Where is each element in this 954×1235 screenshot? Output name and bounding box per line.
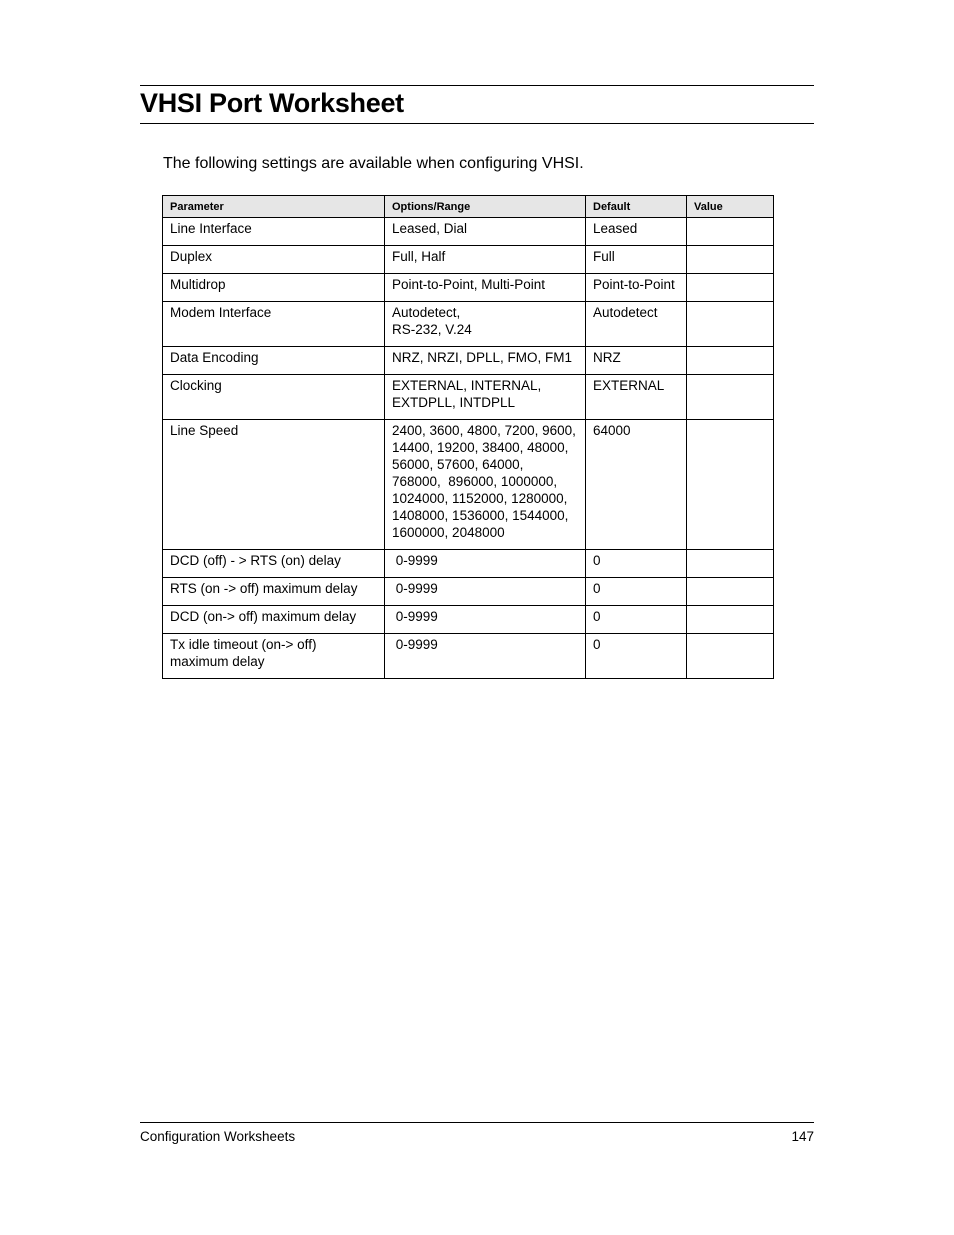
cell-options-line: 2400, 3600, 4800, 7200, 9600, [392, 423, 576, 438]
cell-parameter-line: Clocking [170, 378, 222, 393]
table-body [163, 218, 774, 679]
cell-parameter-line: DCD (off) - > RTS (on) delay [170, 553, 341, 568]
header-options-range: Options/Range [385, 196, 586, 218]
cell-parameter-line: Modem Interface [170, 305, 272, 320]
table-row [163, 302, 774, 347]
cell-options [385, 274, 586, 302]
cell-parameter [163, 550, 385, 578]
cell-value [687, 218, 774, 246]
cell-options-line: Leased, Dial [392, 221, 468, 236]
header-parameter: Parameter [163, 196, 385, 218]
table-row [163, 274, 774, 302]
cell-options [385, 218, 586, 246]
cell-options-line: NRZ, NRZI, DPLL, FMO, FM1 [392, 350, 573, 365]
table-header-row [163, 196, 774, 218]
cell-options-line: EXTERNAL, INTERNAL, [392, 378, 542, 393]
cell-parameter-line: Line Interface [170, 221, 252, 236]
cell-options-line: 768000, 896000, 1000000, [392, 474, 558, 489]
cell-default: 0 [586, 606, 687, 634]
table-row [163, 578, 774, 606]
cell-default: NRZ [586, 347, 687, 375]
cell-parameter-line: Line Speed [170, 423, 239, 438]
cell-default: 0 [586, 550, 687, 578]
cell-options [385, 246, 586, 274]
table-row [163, 218, 774, 246]
cell-parameter-line: Multidrop [170, 277, 226, 292]
cell-options [385, 420, 586, 550]
cell-default: EXTERNAL [586, 375, 687, 420]
table-row [163, 347, 774, 375]
cell-value [687, 634, 774, 679]
cell-options [385, 302, 586, 347]
cell-parameter [163, 218, 385, 246]
table-row [163, 606, 774, 634]
cell-parameter-line: maximum delay [170, 654, 265, 669]
cell-default: Leased [586, 218, 687, 246]
table-row [163, 550, 774, 578]
table-row [163, 375, 774, 420]
cell-options-line: RS-232, V.24 [392, 322, 472, 337]
cell-default: Point-to-Point [586, 274, 687, 302]
cell-options [385, 347, 586, 375]
table-row [163, 420, 774, 550]
cell-default: 64000 [586, 420, 687, 550]
footer-section-title: Configuration Worksheets [140, 1129, 296, 1144]
cell-options-line: 1600000, 2048000 [392, 525, 505, 540]
footer-rule [140, 1122, 814, 1123]
cell-options-line: 0-9999 [392, 609, 438, 624]
cell-options-line: 1408000, 1536000, 1544000, [392, 508, 569, 523]
title-bottom-rule [140, 123, 814, 124]
cell-default: 0 [586, 578, 687, 606]
header-value: Value [687, 196, 774, 218]
cell-parameter [163, 246, 385, 274]
cell-default: Autodetect [586, 302, 687, 347]
cell-value [687, 578, 774, 606]
cell-options [385, 578, 586, 606]
cell-value [687, 347, 774, 375]
cell-value [687, 606, 774, 634]
cell-options [385, 606, 586, 634]
cell-value [687, 302, 774, 347]
table-row [163, 634, 774, 679]
cell-default: Full [586, 246, 687, 274]
cell-parameter [163, 302, 385, 347]
cell-options-line: Autodetect, [392, 305, 461, 320]
cell-options-line: EXTDPLL, INTDPLL [392, 395, 516, 410]
cell-options-line: Point-to-Point, Multi-Point [392, 277, 546, 292]
page-title: VHSI Port Worksheet [140, 88, 404, 118]
cell-parameter [163, 347, 385, 375]
cell-value [687, 550, 774, 578]
cell-options-line: 0-9999 [392, 553, 438, 568]
cell-options-line: 56000, 57600, 64000, [392, 457, 524, 472]
cell-value [687, 274, 774, 302]
cell-parameter-line: Duplex [170, 249, 213, 264]
cell-parameter [163, 375, 385, 420]
cell-parameter-line: Data Encoding [170, 350, 259, 365]
footer-page-number: 147 [791, 1129, 814, 1144]
cell-parameter-line: Tx idle timeout (on-> off) [170, 637, 317, 652]
cell-default: 0 [586, 634, 687, 679]
vhsi-worksheet-table [162, 195, 774, 679]
cell-options [385, 550, 586, 578]
cell-options-line: 14400, 19200, 38400, 48000, [392, 440, 569, 455]
cell-parameter-line: RTS (on -> off) maximum delay [170, 581, 358, 596]
cell-parameter [163, 634, 385, 679]
cell-value [687, 246, 774, 274]
cell-options-line: 0-9999 [392, 637, 438, 652]
cell-parameter [163, 606, 385, 634]
cell-options [385, 375, 586, 420]
cell-value [687, 375, 774, 420]
cell-parameter-line: DCD (on-> off) maximum delay [170, 609, 357, 624]
intro-text: The following settings are available when configuring VHSI. [163, 155, 584, 172]
cell-options-line: 1024000, 1152000, 1280000, [392, 491, 568, 506]
cell-parameter [163, 420, 385, 550]
header-default: Default [586, 196, 687, 218]
cell-value [687, 420, 774, 550]
cell-options-line: Full, Half [392, 249, 446, 264]
cell-parameter [163, 274, 385, 302]
cell-options-line: 0-9999 [392, 581, 438, 596]
cell-parameter [163, 578, 385, 606]
cell-options [385, 634, 586, 679]
table-row [163, 246, 774, 274]
